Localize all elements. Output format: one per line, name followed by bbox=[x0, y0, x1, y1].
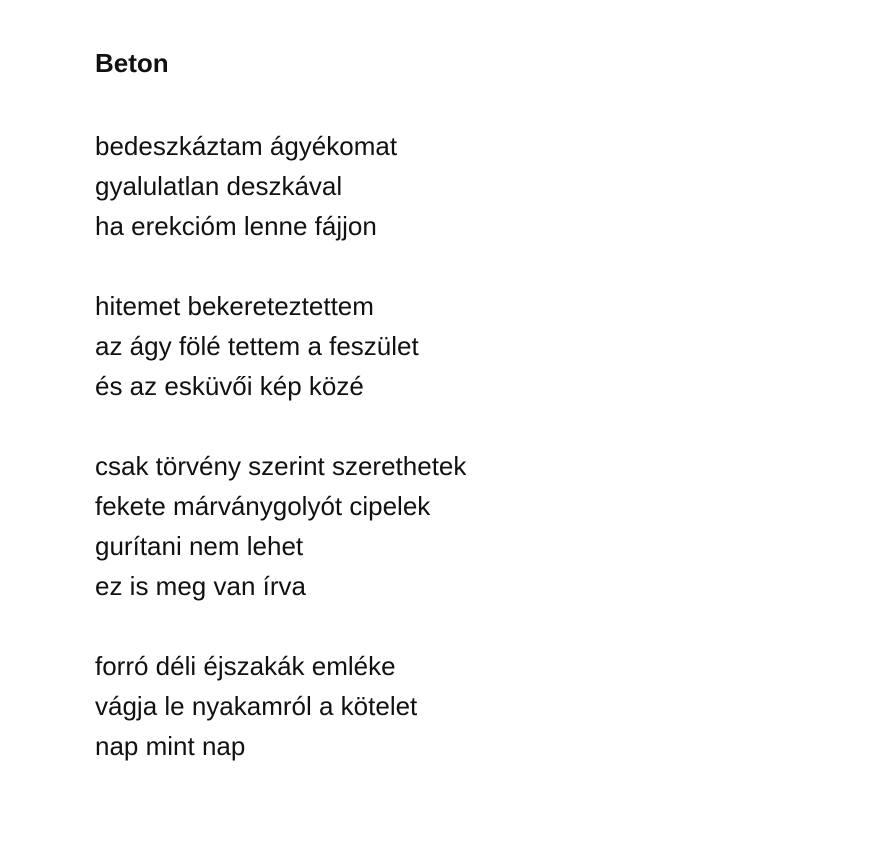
poem-line: ha erekcióm lenne fájjon bbox=[95, 211, 377, 241]
poem-line: fekete márványgolyót cipelek bbox=[95, 491, 431, 521]
poem-line: és az esküvői kép közé bbox=[95, 371, 364, 401]
stanza-4 bbox=[95, 646, 795, 766]
poem-line: csak törvény szerint szerethetek bbox=[95, 451, 467, 481]
stanza-2 bbox=[95, 286, 795, 406]
poem-line: nap mint nap bbox=[95, 731, 246, 761]
poem-body bbox=[95, 126, 795, 766]
poem-line: bedeszkáztam ágyékomat bbox=[95, 131, 398, 161]
poem bbox=[95, 46, 795, 806]
poem-line: gurítani nem lehet bbox=[95, 531, 304, 561]
poem-title: Beton bbox=[95, 48, 169, 78]
stanza-1 bbox=[95, 126, 795, 246]
poem-line: gyalulatlan deszkával bbox=[95, 171, 343, 201]
poem-line: forró déli éjszakák emléke bbox=[95, 651, 396, 681]
poem-line: hitemet bekereteztettem bbox=[95, 291, 374, 321]
poem-line: az ágy fölé tettem a feszület bbox=[95, 331, 419, 361]
stanza-3 bbox=[95, 446, 795, 606]
poem-line: ez is meg van írva bbox=[95, 571, 306, 601]
poem-line: vágja le nyakamról a kötelet bbox=[95, 691, 418, 721]
